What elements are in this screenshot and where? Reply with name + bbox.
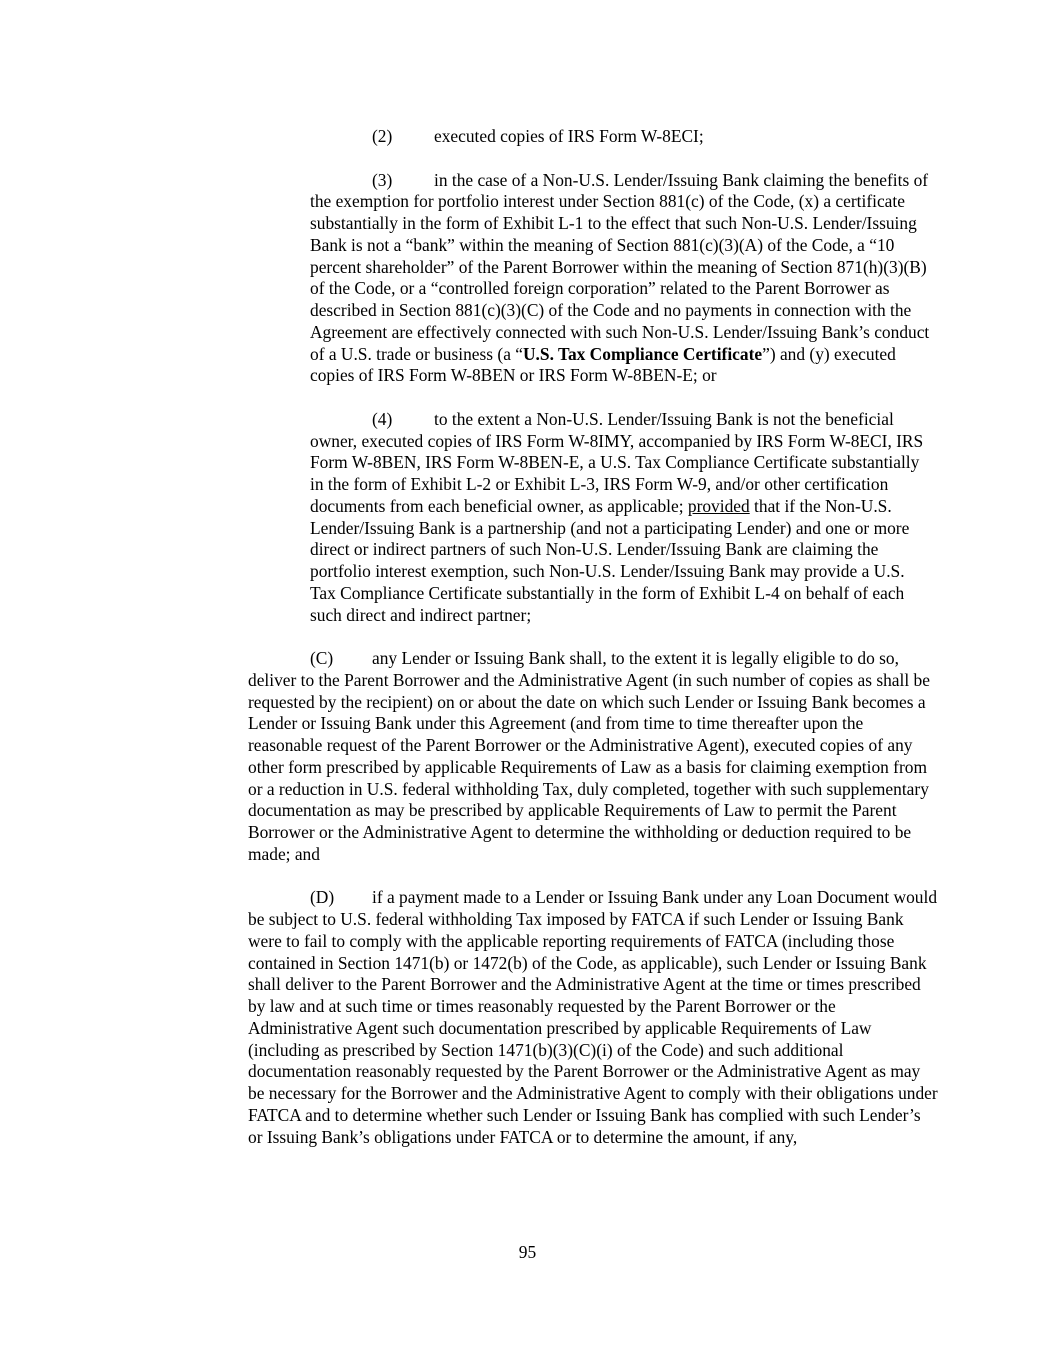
clause-2 [310,126,932,148]
defined-term-us-tax-compliance-certificate: U.S. Tax Compliance Certificate [522,343,763,364]
clause-c-text: any Lender or Issuing Bank shall, to the extent it is legally eligible to do so, deliver to the Parent Borrower and the Administrative Agent (in such number of copies as shall be requested by the recipient) on or about the date on which such Lender or Issuing Bank becomes a Lender or Issuing Bank under this Agreement (and from time to time thereafter upon the reasonable request of the Parent Borrower or the Administrative Agent), executed copies of any other form prescribed by applicable Requirements of Law as a basis for claiming exemption from or a reduction in U.S. federal withholding Tax, duly completed, together with such supplementary documentation as may be prescribed by applicable Requirements of Law to permit the Parent Borrower or the Administrative Agent to determine the withholding or deduction required to be made; and [248,648,930,864]
spacer [248,866,938,888]
clause-2-text: executed copies of IRS Form W-8ECI; [434,126,704,146]
clause-d-text: if a payment made to a Lender or Issuing Bank under any Loan Document would be subject to U.S. federal withholding Tax imposed by FATCA if such Lender or Issuing Bank were to fail to comply with the applicable reporting requirements of FATCA (including those contained in Section 1471(b) or 1472(b) of the Code, as applicable), such Lender or Issuing Bank shall deliver to the Parent Borrower and the Administrative Agent at the time or times prescribed by law and at such time or times reasonably requested by the Parent Borrower or the Administrative Agent such documentation prescribed by applicable Requirements of Law (including as prescribed by Section 1471(b)(3)(C)(i) of the Code) and such additional documentation reasonably requested by the Parent Borrower or the Administrative Agent as may be necessary for the Borrower and the Administrative Agent to comply with their obligations under FATCA and to determine whether such Lender or Issuing Bank has complied with such Lender’s or Issuing Bank’s obligations under FATCA or to determine the amount, if any, [248,887,938,1147]
page-number: 95 [518,1242,537,1262]
clause-c-marker: (C) [310,648,334,668]
clause-4-marker: (4) [372,408,393,429]
clause-4 [310,409,932,627]
spacer [248,626,938,648]
clause-d-marker: (D) [310,887,335,908]
document-page [248,126,938,1148]
clause-3 [310,170,932,388]
spacer [248,148,938,170]
clause-4-text-a: to the extent a Non-U.S. Lender/Issuing Bank is not the beneficial owner, executed copies of IRS Form W-8IMY, accompanied by IRS Form W-8ECI, IRS Form W-8BEN, IRS Form W-8BEN-E, a U.S. Tax Compliance Certificate substantially in the form of Exhibit L-2 or Exhibit L-3, IRS Form W-9, and/or other certification documents from each beneficial owner, as applicable; [310,408,924,516]
provided-term: provided [687,495,750,516]
clause-c [248,648,938,866]
clause-4-text-b: that if the Non-U.S. Lender/Issuing Bank is a partnership (and not a participating Lender) and one or more direct or indirect partners of such Non-U.S. Lender/Issuing Bank are claiming the portfolio interest exemption, such Non-U.S. Lender/Issuing Bank may provide a U.S. Tax Compliance Certificate substantially in the form of Exhibit L-4 on behalf of each such direct and indirect partner; [310,495,910,625]
clause-d [248,887,938,1148]
clause-3-text-b: ”) and (y) executed copies of IRS Form W-8BEN or IRS Form W-8BEN-E; or [310,343,896,386]
spacer [248,387,938,409]
clause-3-text-a: in the case of a Non-U.S. Lender/Issuing Bank claiming the benefits of the exemption for portfolio interest under Section 881(c) of the Code, (x) a certificate substantially in the form of Exhibit L-1 to the effect that such Non-U.S. Lender/Issuing Bank is not a “bank” within the meaning of Section 881(c)(3)(A) of the Code, a “10 percent shareholder” of the Parent Borrower within the meaning of Section 871(h)(3)(B) of the Code, or a “controlled foreign corporation” related to the Parent Borrower as described in Section 881(c)(3)(C) of the Code and no payments in connection with the Agreement are effectively connected with such Non-U.S. Lender/Issuing Bank’s conduct of a U.S. trade or business (a “ [310,169,930,364]
clause-2-marker: (2) [372,126,393,146]
clause-3-marker: (3) [372,169,393,190]
